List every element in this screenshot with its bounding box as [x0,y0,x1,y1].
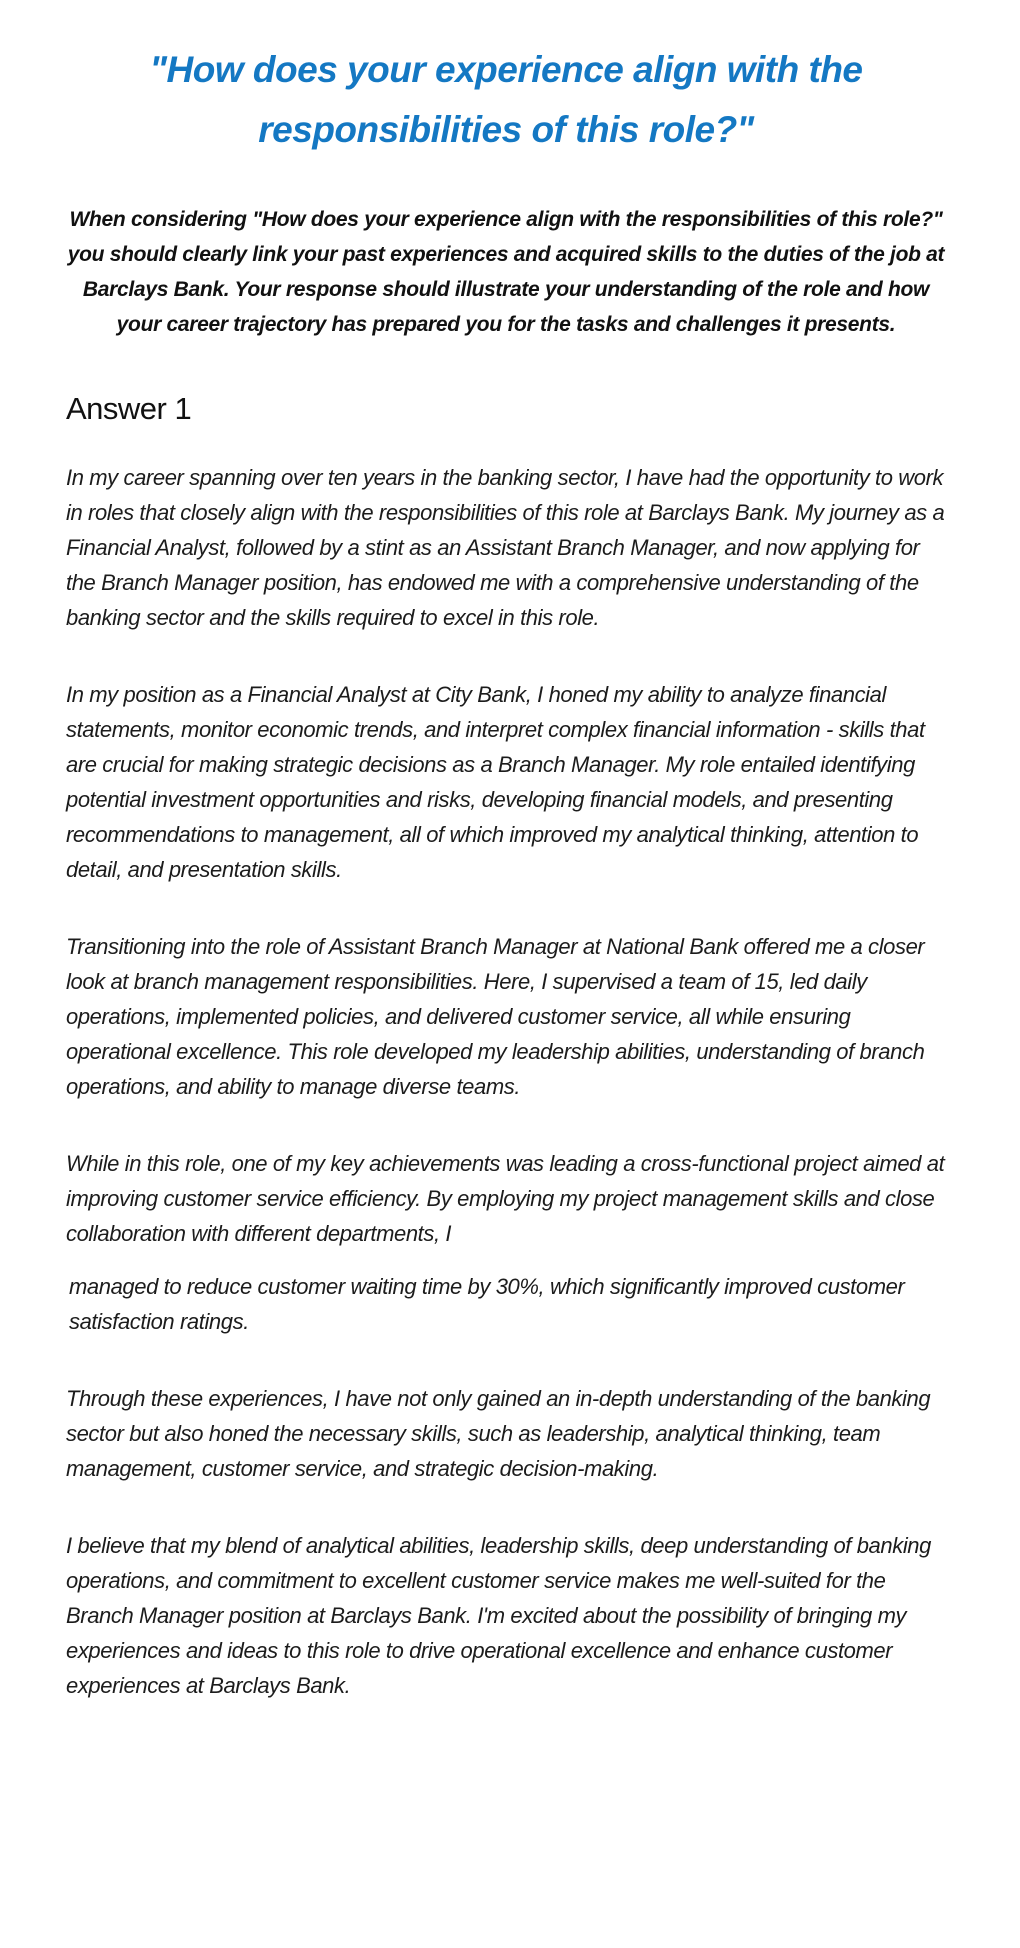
intro-paragraph: When considering "How does your experience align with the responsibilities of this role?" you should clearly link your past experiences and acquired skills to the duties of the job at Barclays Bank. Your response should illustrate your understanding of the role and how your career trajectory has prepared you for the tasks and challenges it presents. [67,208,945,336]
answer-paragraph: While in this role, one of my key achievements was leading a cross-functional project aimed at improving customer service efficiency. By employing my project management skills and close collaboration with different departments, I [66,1151,945,1246]
answer-paragraph: Through these experiences, I have not only gained an in-depth understanding of the banking sector but also honed the necessary skills, such as leadership, analytical thinking, team management, customer service, and strategic decision-making. [66,1386,931,1481]
answer-paragraph: In my career spanning over ten years in the banking sector, I have had the opportunity to work in roles that closely align with the responsibilities of this role at Barclays Bank. My journey as a Financial Analyst, followed by a stint as an Assistant Branch Manager, and now applying for the Branch Manager position, has endowed me with a comprehensive understanding of the banking sector and the skills required to excel in this role. [66,465,945,630]
answer-heading: Answer 1 [66,391,192,426]
answer-paragraph: In my position as a Financial Analyst at City Bank, I honed my ability to analyze financial statements, monitor economic trends, and interpret complex financial information - skills that are crucial for making strategic decisions as a Branch Manager. My role entailed identifying potential investment opportunities and risks, developing financial models, and presenting recommendations to management, all of which improved my analytical thinking, attention to detail, and presentation skills. [66,682,925,882]
answer-paragraph: Transitioning into the role of Assistant Branch Manager at National Bank offered me a closer look at branch management responsibilities. Here, I supervised a team of 15, led daily operations, implemented policies, and delivered customer service, all while ensuring operational excellence. This role developed my leadership abilities, understanding of branch operations, and ability to manage diverse teams. [66,934,925,1099]
answer-paragraph: I believe that my blend of analytical abilities, leadership skills, deep understanding of banking operations, and commitment to excellent customer service makes me well-suited for the Branch Manager position at Barclays Bank. I'm excited about the possibility of bringing my experiences and ideas to this role to drive operational excellence and enhance customer experiences at Barclays Bank. [66,1533,931,1698]
page-title: "How does your experience align with the responsibilities of this role?" [149,49,863,150]
answer-paragraph-continuation: managed to reduce customer waiting time by 30%, which significantly improved customer satisfaction ratings. [69,1274,905,1334]
answer-body [66,460,946,1703]
